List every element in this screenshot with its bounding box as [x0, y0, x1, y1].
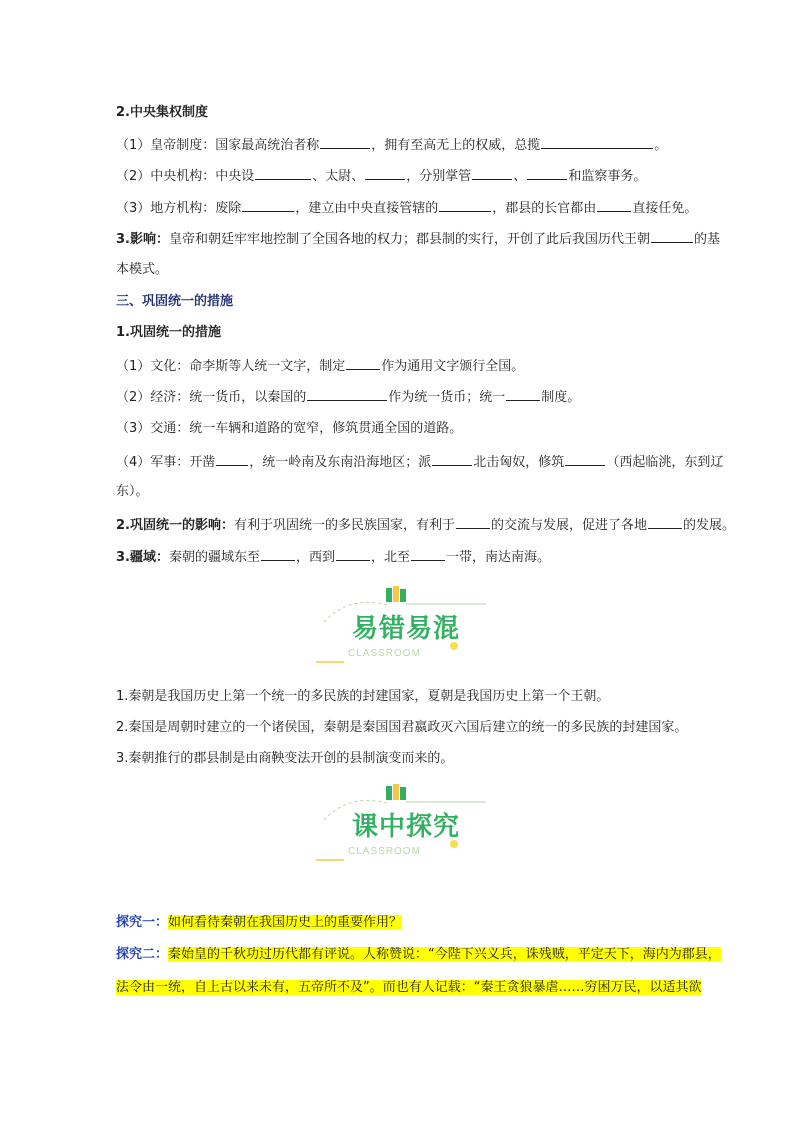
blank[interactable]	[307, 387, 387, 401]
blank[interactable]	[261, 547, 295, 561]
blank[interactable]	[506, 387, 540, 401]
line-central-organs: （2）中央机构：中央设 、太尉、 ，分别掌管 、 和监察事务。	[116, 166, 756, 186]
banner-title: 易错易混	[351, 614, 460, 644]
mistake-item: 1.秦朝是我国历史上第一个统一的多民族的封建国家，夏朝是我国历史上第一个王朝。	[116, 689, 610, 704]
blank[interactable]	[242, 198, 294, 212]
blank[interactable]	[541, 135, 653, 149]
blank[interactable]	[320, 135, 370, 149]
blank[interactable]	[439, 198, 491, 212]
blank[interactable]	[336, 547, 370, 561]
banner-subtitle: CLASSROOM	[348, 846, 421, 857]
line-economy: （2）经济：统一货币，以秦国的 作为统一货币；统一 制度。	[116, 387, 756, 407]
blank[interactable]	[255, 166, 311, 180]
line-military: （4）军事：开凿 ，统一岭南及东南沿海地区；派 北击匈奴，修筑 （西起临洮，东到辽	[116, 452, 756, 472]
line-territory: 3.疆域：秦朝的疆域东至 ，西到 ，北至 一带，南达南海。	[116, 547, 756, 567]
line-emperor-system: （1）皇帝制度：国家最高统治者称 ，拥有至高无上的权威，总揽 。	[116, 135, 756, 155]
blank[interactable]	[565, 452, 605, 466]
line-impact-cont: 本模式。	[116, 262, 169, 277]
heading-central-system: 2.中央集权制度	[116, 105, 208, 120]
section-title-consolidation: 三、巩固统一的措施	[116, 294, 234, 309]
mistake-item: 2.秦国是周朝时建立的一个诸侯国，秦朝是秦国国君嬴政灭六国后建立的统一的多民族的封建国家。	[116, 720, 688, 735]
line-culture: （1）文化：命李斯等人统一文字，制定 作为通用文字颁行全国。	[116, 356, 756, 376]
line-impact: 3.影响：皇帝和朝廷牢牢地控制了全国各地的权力；郡县制的实行，开创了此后我国历代王朝 的基	[116, 229, 756, 249]
line-transport: （3）交通：统一车辆和道路的宽窄，修筑贯通全国的道路。	[116, 421, 463, 436]
banner-mistakes	[310, 582, 490, 672]
banner-title: 课中探究	[351, 812, 460, 842]
blank[interactable]	[346, 356, 380, 370]
mistake-item: 3.秦朝推行的郡县制是由商鞅变法开创的县制演变而来的。	[116, 751, 454, 766]
line-local-organs: （3）地方机构：废除 ，建立由中央直接管辖的 ，郡县的长官都由 直接任免。	[116, 198, 756, 218]
sub-heading-measures: 1.巩固统一的措施	[116, 325, 221, 340]
blank[interactable]	[597, 198, 631, 212]
explore-two-cont: 法令由一统，自上古以来未有，五帝所不及”。而也有人记载：“秦王贪狼暴虐……穷困万民，以适其欲	[116, 980, 702, 995]
blank[interactable]	[216, 452, 248, 466]
explore-one: 探究一：如何看待秦朝在我国历史上的重要作用？	[116, 915, 403, 930]
banner-subtitle: CLASSROOM	[348, 648, 421, 659]
blank[interactable]	[411, 547, 445, 561]
blank[interactable]	[527, 166, 567, 180]
line-military-cont: 东）。	[116, 484, 149, 499]
line-consolidation-impact: 2.巩固统一的影响：有利于巩固统一的多民族国家，有利于 的交流与发展，促进了各地 的发展。	[116, 515, 756, 535]
banner-exploration	[310, 780, 490, 870]
explore-two: 探究二：秦始皇的千秋功过历代都有评说。人称赞说：“今陛下兴义兵，诛残贼，平定天下，海内为郡县，	[116, 947, 721, 962]
blank[interactable]	[648, 515, 682, 529]
blank[interactable]	[365, 166, 405, 180]
blank[interactable]	[651, 229, 693, 243]
blank[interactable]	[472, 166, 512, 180]
blank[interactable]	[432, 452, 472, 466]
blank[interactable]	[456, 515, 490, 529]
